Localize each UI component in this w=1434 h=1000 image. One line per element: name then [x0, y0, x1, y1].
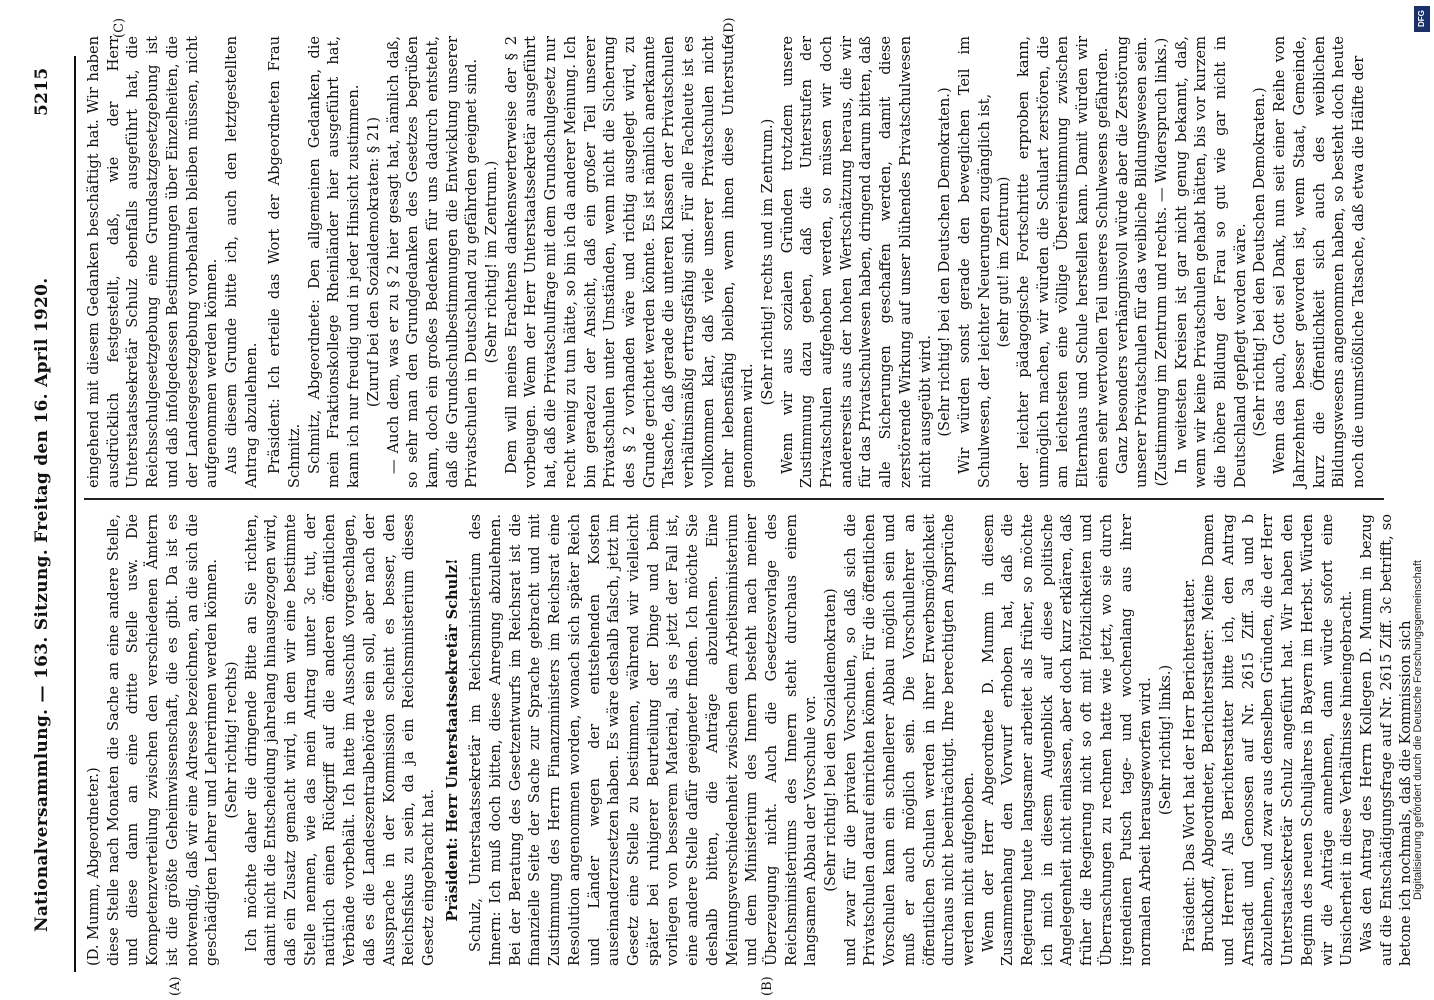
paragraph: diese Stelle nach Monaten die Sache an eine andere Stelle, und diese dann an eine dritte Stelle usw. Die Kompetenzverteilung zwischen den verschiedenen Ämtern ist die größte Geheimwissenschaft, die es gibt. Da ist es notwendig, daß wir eine Adresse bezeichnen, an die sich die geschädigten Lehrer und Lehrerinnen werden können. [104, 514, 221, 966]
interjection: (Sehr richtig! rechts und im Zentrum.) [758, 118, 776, 406]
margin-marker-d: (D) [722, 17, 737, 38]
paragraph: Dem will meines Erachtens dankenswerterweise der § 2 vorbeugen. Wenn der Herr Unterstaatssekretär ausgeführt hat, daß die Privatschulfrage mit dem Grundschulgesetz nur recht wenig zu tun hätte, so bin ich da anderer Meinung. Ich bin geradezu der Ansicht, daß ein großer Teil unserer Privatschulen unter Umständen, wenn nicht die Sicherung des § 2 vorhanden wäre und richtig ausgelegt wird, zu Grunde gerichtet werden könnte. Es ist nämlich anerkannte Tatsache, daß gerade die unteren Klassen der Privatschulen verhältnismäßig ertragsfähig sind. Für alle Fachleute ist es vollkommen klar, daß viele unserer Privatschulen nicht mehr lebensfähig bleiben, wenn ihnen diese Unterstufe genommen wird. [502, 36, 757, 488]
right-column [84, 36, 1369, 488]
interjection: (sehr gut! im Zentrum) [995, 176, 1013, 348]
column-divider [84, 498, 1384, 500]
president-line: Präsident: Ich erteile das Wort der Abgeordneten Frau Schmitz. [266, 36, 304, 488]
paragraph: Wenn wir aus sozialen Gründen trotzdem unsere Zustimmung dazu geben, daß die Unterstufen der Privatschulen aufgehoben werden, so müssen wir doch andererseits aus der hohen Wertschätzung heraus, die wir für das Privatschulwesen haben, dringend darum bitten, daß alle Sicherungen geschaffen werden, damit diese zerstörende Wirkung auf unser blühendes Privatschulwesen nicht ausgeübt wird. [778, 36, 934, 488]
page-header [22, 56, 66, 976]
president-line: Präsident: Herr Unterstaatssekretär Schulz! [443, 558, 461, 922]
interjection: (Zuruf bei den Sozialdemokraten: § 21) [364, 116, 382, 408]
paragraph: Ganz besonders verhängnisvoll würde aber die Zerstörung unserer Privatschulen für das weibliche Bildungswesen sein. [1113, 36, 1151, 488]
speaker-continuation: (D. Mumm, Abgeordneter.) [85, 767, 102, 966]
paragraph: Wir würden sonst gerade den beweglichen Teil im Schulwesen, der leichter Neuerungen zugänglich ist, [955, 36, 993, 488]
paragraph: Schmitz, Abgeordnete: Den allgemeinen Gedanken, die mein Fraktionskollege Rheinländer hier ausgeführt hat, kann ich nur freudig und in jeder Hinsicht zustimmen. [305, 36, 363, 488]
paragraph: Schulz, Unterstaatssekretär im Reichsministerium des Innern: Ich muß doch bitten, diese Anregung abzulehnen. Bei der Beratung des Gesetzentwurfs im Reichsrat ist die finanzielle Seite der Sache zur Sprache gebracht und mit Zustimmung des Herrn Finanzministers im Reichsrat eine Resolution angenommen worden, wonach sich später Reich und Länder wegen der entstehenden Kosten auseinanderzusetzen haben. Es wäre deshalb falsch, jetzt im Gesetz eine Stelle zu bestimmen, während wir vielleicht später bei ruhigerer Beurteilung der Dinge und beim vorliegen von besserem Material, als es jetzt der Fall ist, eine andere Stelle dafür geeigneter finden. Ich möchte Sie deshalb bitten, die Anträge abzulehnen. Eine Meinungsverschiedenheit zwischen dem Arbeitsministerium und dem Ministerium des Innern besteht nach meiner Überzeugung nicht. Auch die Gesetzesvorlage des Reichsministeriums des Innern steht durchaus einem langsamen Abbau der Vorschule vor. [467, 514, 820, 966]
paragraph: der leichter pädagogische Fortschritte erproben kann, unmöglich machen, wir würden die Schulart zerstören, die am leichtesten eine völlige Übereinstimmung zwischen Elternhaus und Schule herstellen kann. Damit würden wir einen sehr wertvollen Teil unseres Schulwesens gefährden. [1015, 36, 1111, 488]
paragraph: Wenn der Herr Abgeordnete D. Mumm in diesem Zusammenhang den Vorwurf erhoben hat, daß die Regierung heute langsamer arbeitet als früher, so möchte ich mich in diesem Augenblick auf diese politische Angelegenheit nicht einlassen, aber doch kurz erklären, daß früher die Regierung nicht so oft mit Plötzlichkeiten und Überraschungen zu rechnen hatte wie jetzt, wo sie durch irgendeinen Putsch tage- und wochenlang aus ihrer normalen Arbeit herausgeworfen wird. [979, 514, 1155, 966]
paragraph: Bruckhoff, Abgeordneter, Berichterstatter: Meine Damen und Herren! Als Berichterstatter bitte ich, den Antrag Arnstadt und Genossen auf Nr. 2615 Ziff. 3a und b abzulehnen, und zwar aus denselben Gründen, die der Herr Unterstaatssekretär Schulz angeführt hat. Wir haben den Beginn des neuen Schuljahres in Bayern im Herbst. Würden wir die Anträge annehmen, dann würde sofort eine Unsicherheit in diese Verhältnisse hineingebracht. [1200, 514, 1356, 966]
margin-marker-b: (B) [760, 976, 775, 996]
paragraph: Wenn das auch, Gott sei Dank, nun seit einer Reihe von Jahrzehnten besser geworden ist, wenn Staat, Gemeinde, kurz die Öffentlichkeit sich auch des weiblichen Bildungswesens angenommen haben, so besteht doch heute noch die unumstößliche Tatsache, daß etwa die Hälfte der [1271, 36, 1367, 488]
page-number: 5215 [32, 67, 52, 116]
margin-marker-c: (C) [112, 17, 127, 38]
interjection: (Sehr richtig! im Zentrum.) [483, 160, 501, 364]
funding-stamp [1412, 8, 1430, 992]
paragraph: Aus diesem Grunde bitte ich, auch den letztgestellten Antrag abzulehnen. [222, 36, 260, 488]
interjection: (Sehr richtig! rechts) [222, 661, 240, 819]
dfg-logo-icon: DFG [1414, 6, 1430, 32]
paragraph: Was den Antrag des Herrn Kollegen D. Mumm in bezug auf die Entschädigungsfrage auf Nr. 2615 Ziff. 3c betrifft, so betone ich nochmals, daß die Kommission sich [1358, 514, 1415, 966]
interjection: (Sehr richtig! bei den Deutschen Demokraten.) [1251, 87, 1269, 437]
president-line: Präsident: Das Wort hat der Herr Berichterstatter. [1180, 578, 1198, 952]
paragraph: eingehend mit diesem Gedanken beschäftigt hat. Wir haben ausdrücklich festgestellt, daß, wie der Herr Unterstaatssekretär Schulz ebenfalls ausgeführt hat, die Reichsschulgesetzgebung eine Grundsatzgesetzgebung ist und daß infolgedessen Bestimmungen über Einzelheiten, die der Landesgesetzgebung vorbehalten bleiben müssen, nicht aufgenommen werden können. [85, 36, 221, 488]
interjection: (Sehr richtig! links.) [1156, 664, 1174, 816]
funding-stamp-text: Digitalisierung gefördert durch die Deutsche Forschungsgemeinschaft [1412, 560, 1424, 900]
header-rule [74, 56, 76, 972]
paragraph: In weitesten Kreisen ist gar nicht genug bekannt, daß, wenn wir keine Privatschulen gehabt hätten, bis vor kurzem die höhere Bildung der Frau so gut wie gar nicht in Deutschland gepflegt worden wäre. [1172, 36, 1249, 488]
header-title: Nationalversammlung. — 163. Sitzung. Freitag den 16. April 1920. [32, 277, 52, 932]
interjection: (Sehr richtig! bei den Deutschen Demokraten.) [936, 87, 954, 437]
margin-marker-a: (A) [168, 976, 183, 996]
paragraph: — Auch dem, was er zu § 2 hier gesagt hat, nämlich daß, so sehr man den Grundgedanken des Gesetzes begrüßen kann, doch ein großes Bedenken für uns dadurch entsteht, daß die Grundschulbestimmungen die Entwicklung unserer Privatschulen in Deutschland zu gefährden geeignet sind. [384, 36, 481, 488]
paragraph: Ich möchte daher die dringende Bitte an Sie richten, damit nicht die Entscheidung jahrelang hinausgezogen wird, daß ein Zusatz gemacht wird, in dem wir eine bestimmte Stelle nennen, wie das mein Antrag unter 3c tut, der natürlich einen Rückgriff auf die anderen öffentlichen Verbände vorbehält. Ich hatte im Ausschuß vorgeschlagen, daß es die Landeszentralbehörde sein soll, aber nach der Aussprache in der Kommission scheint es besser, den Reichsfiskus zu sein, da ja ein Reichsministerium dieses Gesetz eingebracht hat. [242, 514, 437, 966]
paragraph: und zwar für die privaten Vorschulen, so daß sich die Privatschulen darauf einrichten können. Für die öffentlichen Vorschulen kann ein schnellerer Abbau möglich sein und muß er auch möglich sein. Die Vorschullehrer an öffentlichen Schulen werden in ihrer Erwerbsmöglichkeit durchaus nicht beeinträchtigt. Ihre berechtigten Ansprüche werden nicht aufgehoben. [841, 514, 977, 966]
interjection: (Zustimmung im Zentrum und rechts. — Widerspruch links.) [1152, 37, 1170, 487]
left-column [84, 514, 1416, 966]
interjection: (Sehr richtig! bei den Sozialdemokraten) [822, 588, 840, 892]
